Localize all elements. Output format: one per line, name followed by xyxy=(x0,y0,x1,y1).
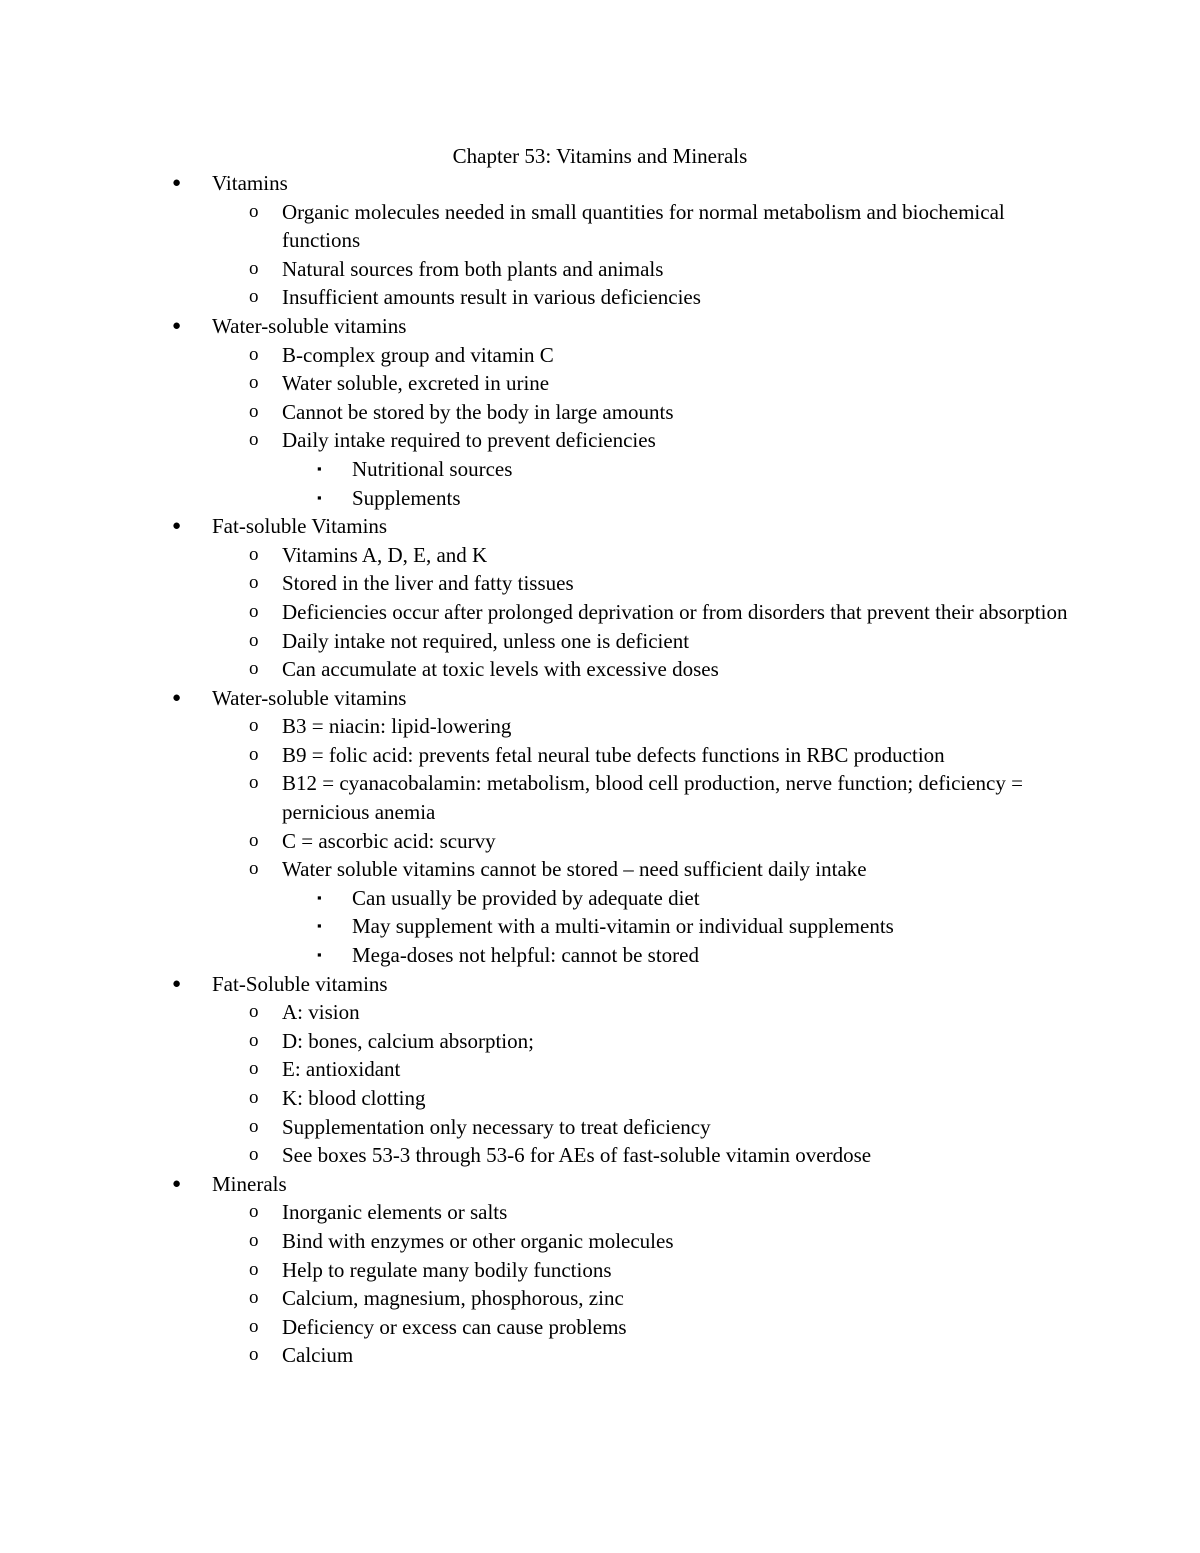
list-item xyxy=(0,1055,1082,1084)
list-item-text: D: bones, calcium absorption; xyxy=(282,1028,534,1053)
list-item xyxy=(0,598,1082,627)
bullet-circle-marker: o xyxy=(249,600,259,622)
bullet-circle-marker: o xyxy=(249,1287,259,1309)
list-item-text: Fat-soluble Vitamins xyxy=(212,514,388,539)
bullet-circle-marker: o xyxy=(249,629,259,651)
list-item-text: B9 = folic acid: prevents fetal neural tube defects functions in RBC production xyxy=(282,742,945,767)
bullet-circle-marker: o xyxy=(249,1258,259,1280)
list-item-text: Vitamins A, D, E, and K xyxy=(282,542,488,567)
bullet-square-marker: ▪ xyxy=(317,460,322,476)
list-item-text: Fat-Soluble vitamins xyxy=(212,971,388,996)
bullet-circle-marker: o xyxy=(249,257,259,279)
list-item-text: K: blood clotting xyxy=(282,1086,426,1110)
list-item xyxy=(0,1284,1082,1313)
bullet-circle-marker: o xyxy=(249,429,259,451)
list-item xyxy=(0,1084,1082,1113)
list-item xyxy=(0,1313,1082,1342)
list-item xyxy=(0,341,1082,370)
list-item-text: Deficiencies occur after prolonged deprivation or from disorders that prevent their absorption xyxy=(282,599,1068,624)
list-item xyxy=(0,655,1082,684)
bullet-square-marker: ▪ xyxy=(317,947,322,963)
list-item-text: Can usually be provided by adequate diet xyxy=(352,885,700,910)
list-item xyxy=(0,369,1082,398)
section-heading xyxy=(0,970,1200,999)
bullet-circle-marker: o xyxy=(249,1144,259,1166)
bullet-circle-marker: o xyxy=(249,658,259,680)
bullet-square-marker: ▪ xyxy=(317,489,322,505)
sub-list-item xyxy=(0,884,1200,913)
bullet-circle-marker: o xyxy=(249,1029,259,1051)
list-item xyxy=(0,1141,1082,1170)
list-item-text: Minerals xyxy=(212,1171,287,1196)
list-item xyxy=(0,283,1082,312)
bullet-square-marker: ▪ xyxy=(317,889,322,905)
bullet-circle-marker: o xyxy=(249,1229,259,1251)
bullet-square-marker: ▪ xyxy=(317,918,322,934)
outline-list xyxy=(0,169,1200,1370)
list-item-text: Nutritional sources xyxy=(352,456,513,481)
list-item xyxy=(0,398,1082,427)
bullet-circle-marker: o xyxy=(249,772,259,794)
section-heading xyxy=(0,512,1200,541)
bullet-circle-marker: o xyxy=(249,1315,259,1337)
list-item-text: Daily intake required to prevent deficiencies xyxy=(282,428,656,453)
list-item-text: Supplements xyxy=(352,485,461,510)
list-item-text: Water soluble, excreted in urine xyxy=(282,371,550,396)
list-item-text: May supplement with a multi-vitamin or individual supplements xyxy=(352,914,894,939)
bullet-circle-marker: o xyxy=(249,543,259,565)
list-item-text: E: antioxidant xyxy=(282,1057,401,1082)
list-item xyxy=(0,1341,1082,1370)
bullet-circle-marker: o xyxy=(249,1058,259,1080)
list-item xyxy=(0,1027,1082,1056)
list-item-text: Supplementation only necessary to treat deficiency xyxy=(282,1114,711,1139)
list-item xyxy=(0,627,1082,656)
bullet-circle-marker: o xyxy=(249,343,259,365)
list-item-text: Insufficient amounts result in various deficiencies xyxy=(282,285,701,310)
bullet-dot-marker: ● xyxy=(172,175,182,191)
list-item-text: C = ascorbic acid: scurvy xyxy=(282,828,496,853)
bullet-dot-marker: ● xyxy=(172,1175,182,1192)
bullet-circle-marker: o xyxy=(249,1087,259,1108)
bullet-dot-marker: ● xyxy=(172,689,182,706)
list-item-text: Calcium, magnesium, phosphorous, zinc xyxy=(282,1286,624,1311)
bullet-circle-marker: o xyxy=(249,200,259,222)
bullet-circle-marker: o xyxy=(249,1201,259,1223)
bullet-circle-marker: o xyxy=(249,1344,259,1366)
section-heading xyxy=(0,312,1200,341)
list-item-text: Cannot be stored by the body in large amounts xyxy=(282,399,674,424)
list-item xyxy=(0,1198,1082,1227)
list-item xyxy=(0,998,1082,1027)
list-item xyxy=(0,1227,1082,1256)
list-item-text: Daily intake not required, unless one is deficient xyxy=(282,628,690,653)
list-item-text: Can accumulate at toxic levels with excessive doses xyxy=(282,657,719,682)
section-heading xyxy=(0,169,1200,198)
list-item xyxy=(0,855,1082,884)
list-item xyxy=(0,198,1082,255)
list-item-text: Water-soluble vitamins xyxy=(212,313,407,338)
bullet-circle-marker: o xyxy=(249,715,259,737)
bullet-circle-marker: o xyxy=(249,1001,259,1023)
list-item-text: Help to regulate many bodily functions xyxy=(282,1257,612,1282)
list-item-text: Calcium xyxy=(282,1343,354,1368)
bullet-circle-marker: o xyxy=(249,743,259,765)
list-item-text: Natural sources from both plants and animals xyxy=(282,256,664,281)
bullet-dot-marker: ● xyxy=(172,975,182,992)
list-item-text: Inorganic elements or salts xyxy=(282,1200,508,1225)
bullet-circle-marker: o xyxy=(249,372,259,394)
list-item-text: B3 = niacin: lipid-lowering xyxy=(282,714,512,739)
document-title: Chapter 53: Vitamins and Minerals xyxy=(452,144,748,168)
list-item xyxy=(0,1113,1082,1142)
list-item xyxy=(0,827,1082,856)
list-item-text: B-complex group and vitamin C xyxy=(282,342,554,367)
list-item-text: A: vision xyxy=(282,1000,360,1025)
section-heading xyxy=(0,1170,1200,1199)
bullet-dot-marker: ● xyxy=(172,518,182,535)
list-item xyxy=(0,255,1082,284)
list-item-text: Vitamins xyxy=(212,171,288,195)
list-item xyxy=(0,741,1082,770)
list-item-text: Mega-doses not helpful: cannot be stored xyxy=(352,943,699,968)
sub-list-item xyxy=(0,912,1200,941)
list-item xyxy=(0,1256,1082,1285)
bullet-dot-marker: ● xyxy=(172,317,182,334)
list-item xyxy=(0,569,1082,598)
sub-list-item xyxy=(0,484,1200,513)
list-item-text: Water soluble vitamins cannot be stored – need sufficient daily intake xyxy=(282,857,867,882)
bullet-circle-marker: o xyxy=(249,1115,259,1137)
list-item-text: See boxes 53-3 through 53-6 for AEs of fast-soluble vitamin overdose xyxy=(282,1143,872,1168)
list-item-text: Stored in the liver and fatty tissues xyxy=(282,571,574,596)
list-item-text: B12 = cyanacobalamin: metabolism, blood cell production, nerve function; deficiency = pernicious anemia xyxy=(282,771,1023,825)
list-item-text: Organic molecules needed in small quantities for normal metabolism and biochemical functions xyxy=(282,199,1005,253)
bullet-circle-marker: o xyxy=(249,286,259,308)
list-item-text: Bind with enzymes or other organic molecules xyxy=(282,1228,674,1253)
sub-list-item xyxy=(0,455,1200,484)
bullet-circle-marker: o xyxy=(249,858,259,880)
list-item xyxy=(0,769,1082,826)
list-item-text: Deficiency or excess can cause problems xyxy=(282,1314,627,1339)
list-item xyxy=(0,712,1082,741)
bullet-circle-marker: o xyxy=(249,572,259,594)
sub-list-item xyxy=(0,941,1200,970)
bullet-circle-marker: o xyxy=(249,400,259,422)
list-item xyxy=(0,541,1082,570)
list-item-text: Water-soluble vitamins xyxy=(212,685,407,710)
bullet-circle-marker: o xyxy=(249,829,259,851)
section-heading xyxy=(0,684,1200,713)
list-item xyxy=(0,426,1082,455)
